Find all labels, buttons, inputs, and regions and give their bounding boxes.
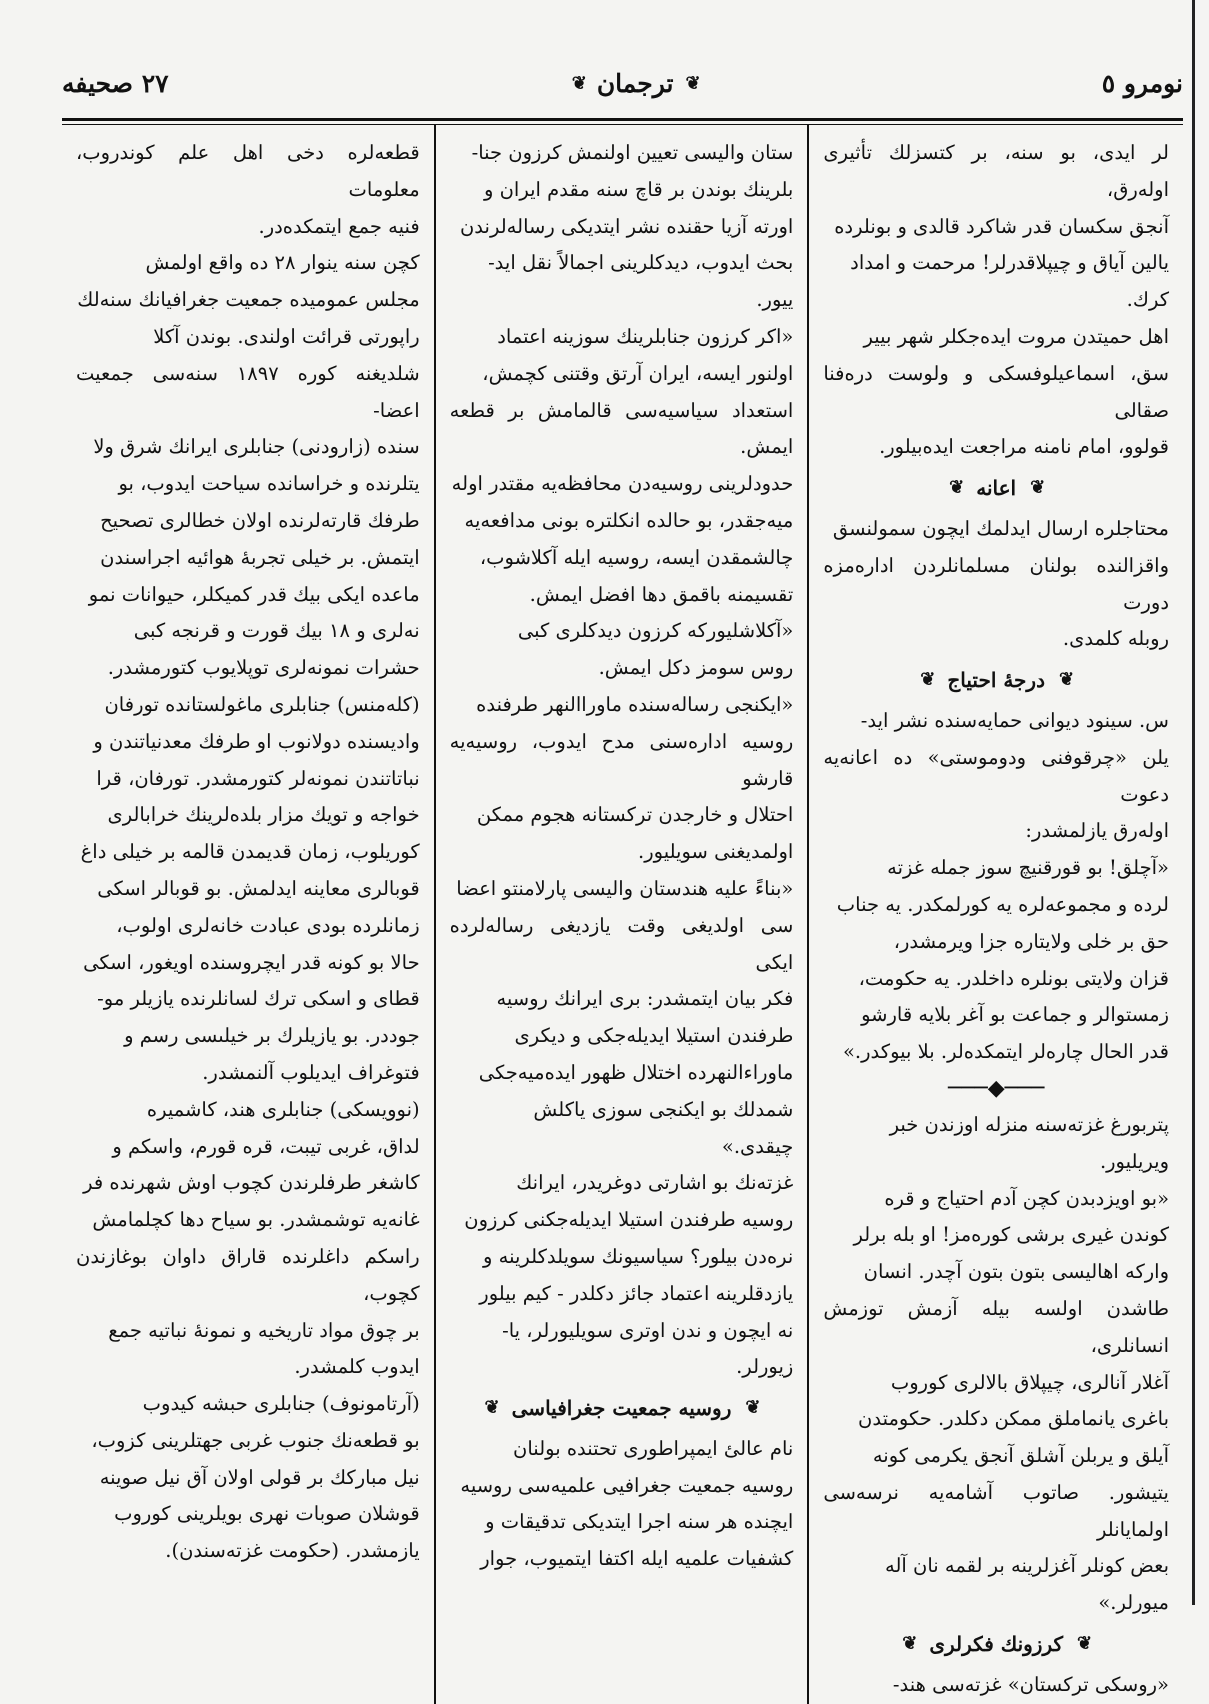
- section-title: كرزونك فكرلرى: [929, 1632, 1064, 1657]
- text-line: فكر بيان ايتمشدر: برى ايرانك روسيه: [496, 987, 794, 1011]
- ornament-icon: ❦: [745, 1397, 759, 1419]
- text-line: قولوو، امام نامنه مراجعت ايدەبيلور.: [879, 435, 1169, 459]
- text-line: (كلەمنس) جنابلرى ماغولستانده تورفان: [104, 692, 420, 716]
- text-line: «بو اويزدبدن كچن آدم احتياج و قره: [884, 1186, 1169, 1210]
- text-line: «آكلاشليوركه كرزون ديدكلرى كبى: [517, 619, 794, 643]
- text-line: يازدقلرينه اعتماد جائز دكلدر - كيم بيلور: [479, 1281, 794, 1305]
- text-line: غزتەنك بو اشارتى دوغريدر، ايرانك: [516, 1171, 794, 1195]
- section-title: اعانه: [976, 476, 1017, 501]
- text-line: زمانلرده بودى عبادت خانەلرى اولوب،: [116, 913, 420, 937]
- text-line: احتلال و خارجدن تركستانه هجوم ممكن: [476, 803, 794, 827]
- text-line: قدر الحال چارەلر ايتمكدەلر. بلا بيوكدر.»: [843, 1040, 1169, 1064]
- text-line: سق، اسماعيلوفسكى و ولوست درەفنا صقالى: [823, 361, 1169, 422]
- text-line: روسيه ادارەسنى مدح ايدوب، روسيەيه قارشو: [449, 729, 794, 790]
- text-line: ايدوب كلمشدر.: [294, 1355, 420, 1379]
- section-title: روسيه جمعيت جغرافياسى: [511, 1396, 732, 1421]
- text-line: يتيشور. صاتوب آشامەيه نرسەسى اولمايانلر: [823, 1480, 1169, 1541]
- column-right: [809, 125, 1183, 1704]
- text-line: «آچلق! بو قورقنيچ سوز جمله غزته: [887, 856, 1169, 880]
- ornament-icon: ❦: [685, 72, 699, 94]
- text-line: قوشلان صوبات نهرى بويلرينى كوروب: [114, 1502, 420, 1526]
- text-line: اولمديغنى سويليور.: [638, 840, 794, 864]
- ornament-icon: ❦: [484, 1397, 498, 1419]
- section-heading-geography: [450, 1390, 794, 1427]
- text-line: آغلار آنالرى، چيپلاق بالالرى كوروب: [890, 1370, 1169, 1394]
- text-line: روبله كلمدى.: [1062, 627, 1169, 651]
- text-line: حق بر خلى ولايتاره جزا ويرمشدر،: [893, 929, 1169, 953]
- text-line: جوددر. بو يازيلرك بر خيلىسى رسم و: [124, 1024, 420, 1048]
- text-line: ايتمش. بر خيلى تجربۀ هوائيه اجراسندن: [100, 545, 420, 569]
- text-line: خواجه و تويك مزار بلدەلرينك خرابالرى: [107, 803, 420, 827]
- text-line: روس سومز دكل ايمش.: [598, 656, 794, 680]
- text-line: يتلرنده و خراسانده سياحت ايدوب، بو: [118, 472, 420, 496]
- page-edge: [1192, 0, 1195, 1605]
- text-line: چالشمقدن ايسه، روسيه ايله آكلاشوب،: [479, 545, 794, 569]
- text-line: تقسيمنه باقمق دها افضل ايمش.: [529, 582, 794, 606]
- text-line: قطاى و اسكى ترك لسانلرنده يازيلر مو-: [97, 987, 420, 1011]
- text-line: «اكر كرزون جنابلرينك سوزينه اعتماد: [497, 324, 794, 348]
- text-line: بر چوق مواد تاريخيه و نمونۀ نباتيه جمع: [108, 1318, 420, 1342]
- text-line: نەلرى و ١٨ بيك قورت و قرنجه كبى: [133, 619, 420, 643]
- section-heading-need: [823, 662, 1169, 699]
- column-left: [62, 125, 436, 1704]
- masthead-title: ترجمان: [596, 68, 674, 98]
- text-line: شمدلك بو ايكنجى سوزى ياكلش: [533, 1097, 794, 1121]
- text-line: لرده و مجموعەلره يه كورلمكدر. يه جناب: [836, 892, 1169, 916]
- text-line: «ايكنجى رسالەسنده ماوراالنهر طرفنده: [476, 692, 794, 716]
- text-line: حالا بو كونه قدر ايچروسنده اويغور، اسكى: [83, 950, 420, 974]
- text-line: طرفك قارتەلرنده اولان خطالرى تصحيح: [100, 508, 420, 532]
- text-line: باغرى يانماملق ممكن دكلدر. حكومتدن: [858, 1407, 1169, 1431]
- text-line: راسكم داغلرنده قاراق داوان بوغازندن كچوب،: [76, 1244, 420, 1305]
- text-line: (آرتامونوف) جنابلرى حبشه كيدوب: [142, 1392, 420, 1416]
- text-line: ويريليور.: [1099, 1149, 1169, 1173]
- text-line: واركه اهاليسى بتون بتون آچدر. انسان: [863, 1260, 1169, 1284]
- ornament-icon: ❦: [902, 1633, 916, 1655]
- page-number: ٢٧ صحيفه: [62, 68, 169, 98]
- text-line: اولەرق يازلمشدر:: [1025, 819, 1169, 843]
- text-line: ماوراءالنهرده اختلال ظهور ايدەميەجكى: [478, 1060, 794, 1084]
- text-line: يالين آياق و چيپلاقدرلر! مرحمت و امداد: [850, 251, 1169, 275]
- text-line: يلن «چرقوفنى ودوموستى» ده اعانەيه دعوت: [823, 745, 1169, 806]
- text-line: س. سينود ديوانى حمايەسنده نشر ايد-: [860, 708, 1169, 732]
- text-line: اولنور ايسه، ايران آرتق وقتنى كچمش،: [482, 361, 794, 385]
- header-rule: [62, 118, 1183, 121]
- section-divider-icon: ───◆───: [947, 1075, 1045, 1101]
- text-line: نرەدن بيلور؟ سياسيونك سويلدكلرينه و: [483, 1244, 794, 1268]
- section-heading-curzon: [823, 1626, 1169, 1663]
- text-line: ايچنده هر سنه اجرا ايتديكى تدقيقات و: [485, 1510, 794, 1534]
- text-line: طاشدن اولسه بيله آزمش توزمش انسانلرى،: [823, 1296, 1169, 1357]
- article-columns: [62, 125, 1183, 1696]
- text-line: زمستوالر و جماعت بو آغر بلايه قارشو: [861, 1003, 1169, 1027]
- text-line: مجلس عموميده جمعيت جغرافيانك سنەلك: [77, 288, 420, 312]
- text-line: حدودلرينى روسيەدن محافظەيه مقتدر اوله: [451, 472, 794, 496]
- text-line: قطعەلره دخى اهل علم كوندروب، معلومات: [76, 141, 420, 201]
- text-line: قوبالرى معاينه ايدلمش. بو قوبالر اسكى: [97, 876, 420, 900]
- text-line: يازمشدر. (حكومت غزتەسندن).: [165, 1539, 420, 1563]
- text-line: ميورلر.»: [1098, 1591, 1169, 1615]
- text-line: فتوغراف ايديلوب آلنمشدر.: [202, 1060, 420, 1084]
- text-line: «بناءً عليه هندستان واليسى پارلامنتو اعضا: [456, 876, 794, 900]
- text-line: شلديغنه كوره ١٨٩٧ سنەسى جمعيت اعضا-: [76, 361, 420, 422]
- text-line: آنجق سكسان قدر شاكرد قالدى و بونلرده: [834, 214, 1169, 238]
- text-line: لر ايدى، بو سنه، بر كتسزلك تأثيرى اولەرق،: [823, 141, 1169, 201]
- text-line: سنده (زارودنى) جنابلرى ايرانك شرق ولا: [93, 435, 420, 459]
- text-line: پتربورغ غزتەسنه منزله اوزندن خبر: [889, 1112, 1169, 1136]
- text-line: نباتاتندن نمونەلر كتورمشدر. تورفان، قرا: [96, 766, 420, 790]
- text-line: سى اولديغى وقت يازديغى رسالەلرده ايكى: [449, 913, 794, 974]
- text-line: كوندن غيرى برشى كورەمز! او بله برلر: [853, 1223, 1169, 1247]
- column-middle: [436, 125, 810, 1704]
- text-line: واديسنده دولانوب او طرفك معدنياتندن و: [93, 729, 420, 753]
- text-line: آيلق و يربلن آشلق آنجق يكرمى كونه: [872, 1444, 1169, 1468]
- text-line: حشرات نمونەلرى توپلايوب كتورمشدر.: [107, 656, 420, 680]
- text-line: غانەيه توشمشدر. بو سياح دها كچلمامش: [92, 1208, 420, 1232]
- text-line: روسيه طرفندن استيلا ايديلەجكنى كرزون: [464, 1208, 794, 1232]
- text-line: لداق، غربى تيبت، قره قورم، واسكم و: [112, 1134, 420, 1158]
- text-line: بحث ايدوب، ديدكلرينى اجمالاً نقل ايد-: [488, 251, 794, 275]
- ornament-icon: ❦: [1058, 669, 1073, 691]
- text-line: ستان واليسى تعيين اولنمش كرزون جنا-: [471, 141, 794, 164]
- text-line: نيل مباركك بر قولى اولان آق نيل صوينه: [99, 1465, 420, 1489]
- text-line: بلرينك بوندن بر قاچ سنه مقدم ايران و: [483, 177, 794, 201]
- text-line: كچن سنه ينوار ٢٨ ده واقع اولمش: [145, 251, 420, 275]
- text-line: طرفندن استيلا ايديلەجكى و ديكرى: [514, 1024, 794, 1048]
- text-line: نام عالئ ايمپراطورى تحتنده بولنان: [513, 1436, 794, 1460]
- text-line: راپورتى قرائت اولندى. بوندن آكلا: [153, 324, 420, 348]
- text-line: استعداد سياسيەسى قالمامش بر قطعه ايمش.: [449, 398, 794, 459]
- text-line: كشفيات علميه ايله اكتفا ايتميوب، جوار: [480, 1547, 794, 1571]
- issue-number: نومرو ٥: [1101, 68, 1183, 98]
- text-line: بعض كونلر آغزلرينه بر لقمه نان آله: [885, 1554, 1169, 1578]
- text-line: نه ايچون و ندن اوترى سويليورلر، يا-: [502, 1318, 794, 1342]
- ornament-icon: ❦: [571, 72, 585, 94]
- text-line: اهل حميتدن مروت ايدەجكلر شهر بيير: [863, 324, 1169, 348]
- text-line: روسيه جمعيت جغرافيى علميەسى روسيه: [460, 1473, 794, 1497]
- section-title: درجۀ احتياج: [947, 668, 1045, 693]
- text-line: «روسكى تركستان» غزتەسى هند-: [892, 1672, 1169, 1696]
- ornament-icon: ❦: [920, 669, 934, 691]
- text-line: ميەجقدر، بو حالده انكلتره بونى مدافعەيه: [464, 508, 794, 532]
- text-line: (نوويسكى) جنابلرى هند، كاشميره: [146, 1097, 420, 1121]
- section-heading-aid: [823, 470, 1169, 507]
- text-line: بو قطعەنك جنوب غربى جهتلرينى كزوب،: [91, 1428, 420, 1452]
- text-line: زيورلر.: [736, 1355, 794, 1379]
- ornament-icon: ❦: [1030, 477, 1044, 499]
- text-line: ماعده ايكى بيك قدر كميكلر، حيوانات نمو: [88, 582, 420, 606]
- text-line: چيقدى.»: [721, 1134, 794, 1158]
- text-line: كوريلوب، زمان قديمدن قالمه بر خيلى داغ: [80, 840, 420, 864]
- text-line: ييور.: [756, 288, 794, 312]
- text-line: كاشغر طرفلرندن كچوب اوش شهرنده فر: [83, 1171, 420, 1195]
- masthead: [572, 69, 699, 98]
- ornament-icon: ❦: [949, 477, 963, 499]
- text-line: قزان ولايتى بونلره داخلدر. يه حكومت،: [858, 966, 1169, 990]
- page-header: [62, 52, 1183, 114]
- text-line: فنيه جمع ايتمكدەدر.: [258, 214, 420, 238]
- text-line: اورته آزيا حقنده نشر ايتديكى رسالەلرندن: [459, 214, 794, 238]
- text-line: كرك.: [1126, 288, 1169, 312]
- text-line: محتاجلره ارسال ايدلمك ايچون سمولنسق: [832, 516, 1169, 540]
- text-line: واقزالنده بولنان مسلمانلردن ادارەمزه دورت: [823, 553, 1169, 614]
- ornament-icon: ❦: [1077, 1633, 1091, 1655]
